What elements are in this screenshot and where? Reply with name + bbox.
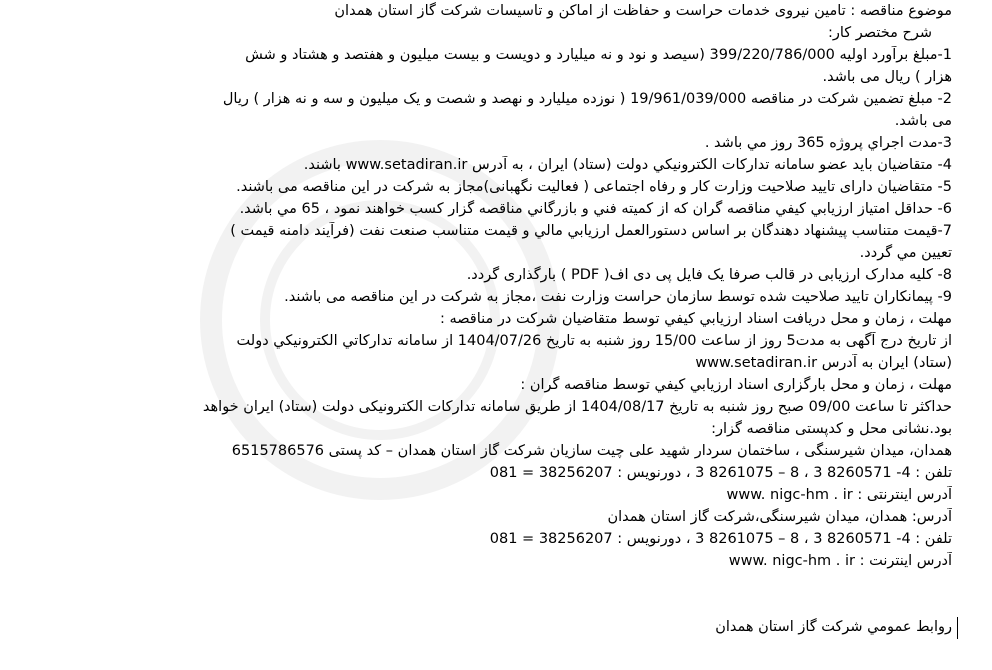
item-7-pricing: 7-قیمت متناسب پیشنهاد دهندگان بر اساس دستورالعمل ارزيابي مالي و قيمت متناسب صنعت نفت (فرآيند دامنه قيمت ) [230, 223, 952, 239]
receipt-deadline-heading: مهلت ، زمان و محل دريافت اسناد ارزيابي كيفي توسط متقاضيان شركت در مناقصه : [439, 311, 952, 327]
item-8-documents: 8- کلیه مدارک ارزیابی در قالب صرفا یک فایل پی دی اف( PDF ) بارگذاری گردد. [466, 267, 952, 283]
address-postal-code: همدان، میدان شیرسنگی ، ساختمان سردار شهید علی چیت سازیان شرکت گاز استان همدان – کد پستی 6515786576 [231, 443, 952, 459]
item-4-setad-membership: 4- متقاضیان باید عضو سامانه تداركات الكترونيكي دولت (ستاد) ایران ، به آدرس www.setadiran.ir باشند. [303, 157, 952, 173]
website-address[interactable]: آدرس اینترنتی : www. nigc-hm . ir [726, 487, 952, 503]
item-6-min-score: 6- حداقل امتياز ارزيابي كيفي مناقصه گران كه از كميته فني و بازرگاني مناقصه گزار كسب خواهند نمود ، 65 مي باشد. [239, 201, 952, 217]
item-2-continued: می باشد. [894, 113, 952, 129]
item-7-continued: تعيين مي گردد. [859, 245, 952, 261]
item-2-guarantee: 2- مبلغ تضمین شرکت در مناقصه 19/961/039/000 ( نوزده میلیارد و نهصد و شصت و یک میلیون و سه و نه هزار ) ریال [222, 91, 952, 107]
phone-fax-line-2: تلفن : 4- 8260571 3 ، 8 – 8261075 3 ، دورنویس : 38256207 = 081 [489, 531, 952, 547]
upload-deadline-continued: بود.نشانی محل و کدپستی مناقصه گزار: [711, 421, 952, 437]
receipt-deadline-text: از تاریخ درج آگهی به مدت5 روز از ساعت 15/00 روز شنبه به تاریخ 1404/07/26 از سامانه تداركاتي الكترونيكي دولت [236, 333, 952, 349]
item-9-contractors: 9- پیمانکاران تایید صلاحیت شده توسط سازمان حراست وزارت نفت ،مجاز به شرکت در این مناقصه می باشند. [284, 289, 952, 305]
upload-deadline-text: حداکثر تا ساعت 09/00 صبح روز شنبه به تاریخ 1404/08/17 از طریق سامانه تداركات الكترونيكی دولت (ستاد) ایران خواهد [202, 399, 952, 415]
signature-divider [957, 617, 958, 639]
public-relations-signature: روابط عمومي شركت گاز استان همدان [715, 619, 952, 635]
summary-heading: شرح مختصر کار: [827, 25, 932, 41]
phone-fax-line: تلفن : 4- 8260571 3 ، 8 – 8261075 3 ، دورنویس : 38256207 = 081 [489, 465, 952, 481]
notice-subject: موضوع مناقصه : تامین نیروی خدمات حراست و حفاظت از اماکن و تاسیسات شرکت گاز استان همدان [334, 3, 952, 19]
receipt-deadline-continued: (ستاد) ايران به آدرس www.setadiran.ir [695, 355, 952, 371]
item-3-duration: 3-مدت اجراي پروژه 365 روز مي باشد . [704, 135, 952, 151]
item-5-qualification: 5- متقاضیان دارای تایید صلاحیت وزارت کار و رفاه اجتماعی ( فعالیت نگهبانی)مجاز به شرکت در این مناقصه می باشند. [236, 179, 952, 195]
upload-deadline-heading: مهلت ، زمان و محل بارگزاری اسناد ارزيابي كيفي توسط مناقصه گران : [520, 377, 952, 393]
item-1-estimate: 1-مبلغ برآورد اولیه 399/220/786/000 (سیصد و نود و نه میلیارد و دویست و بیست میلیون و هفتصد و هشتاد و شش [245, 47, 952, 63]
website-address-2[interactable]: آدرس اینترنت : www. nigc-hm . ir [728, 553, 952, 569]
item-1-continued: هزار ) ریال می باشد. [822, 69, 952, 85]
address-line: آدرس: همدان، میدان شیرسنگی،شرکت گاز استان همدان [607, 509, 952, 525]
